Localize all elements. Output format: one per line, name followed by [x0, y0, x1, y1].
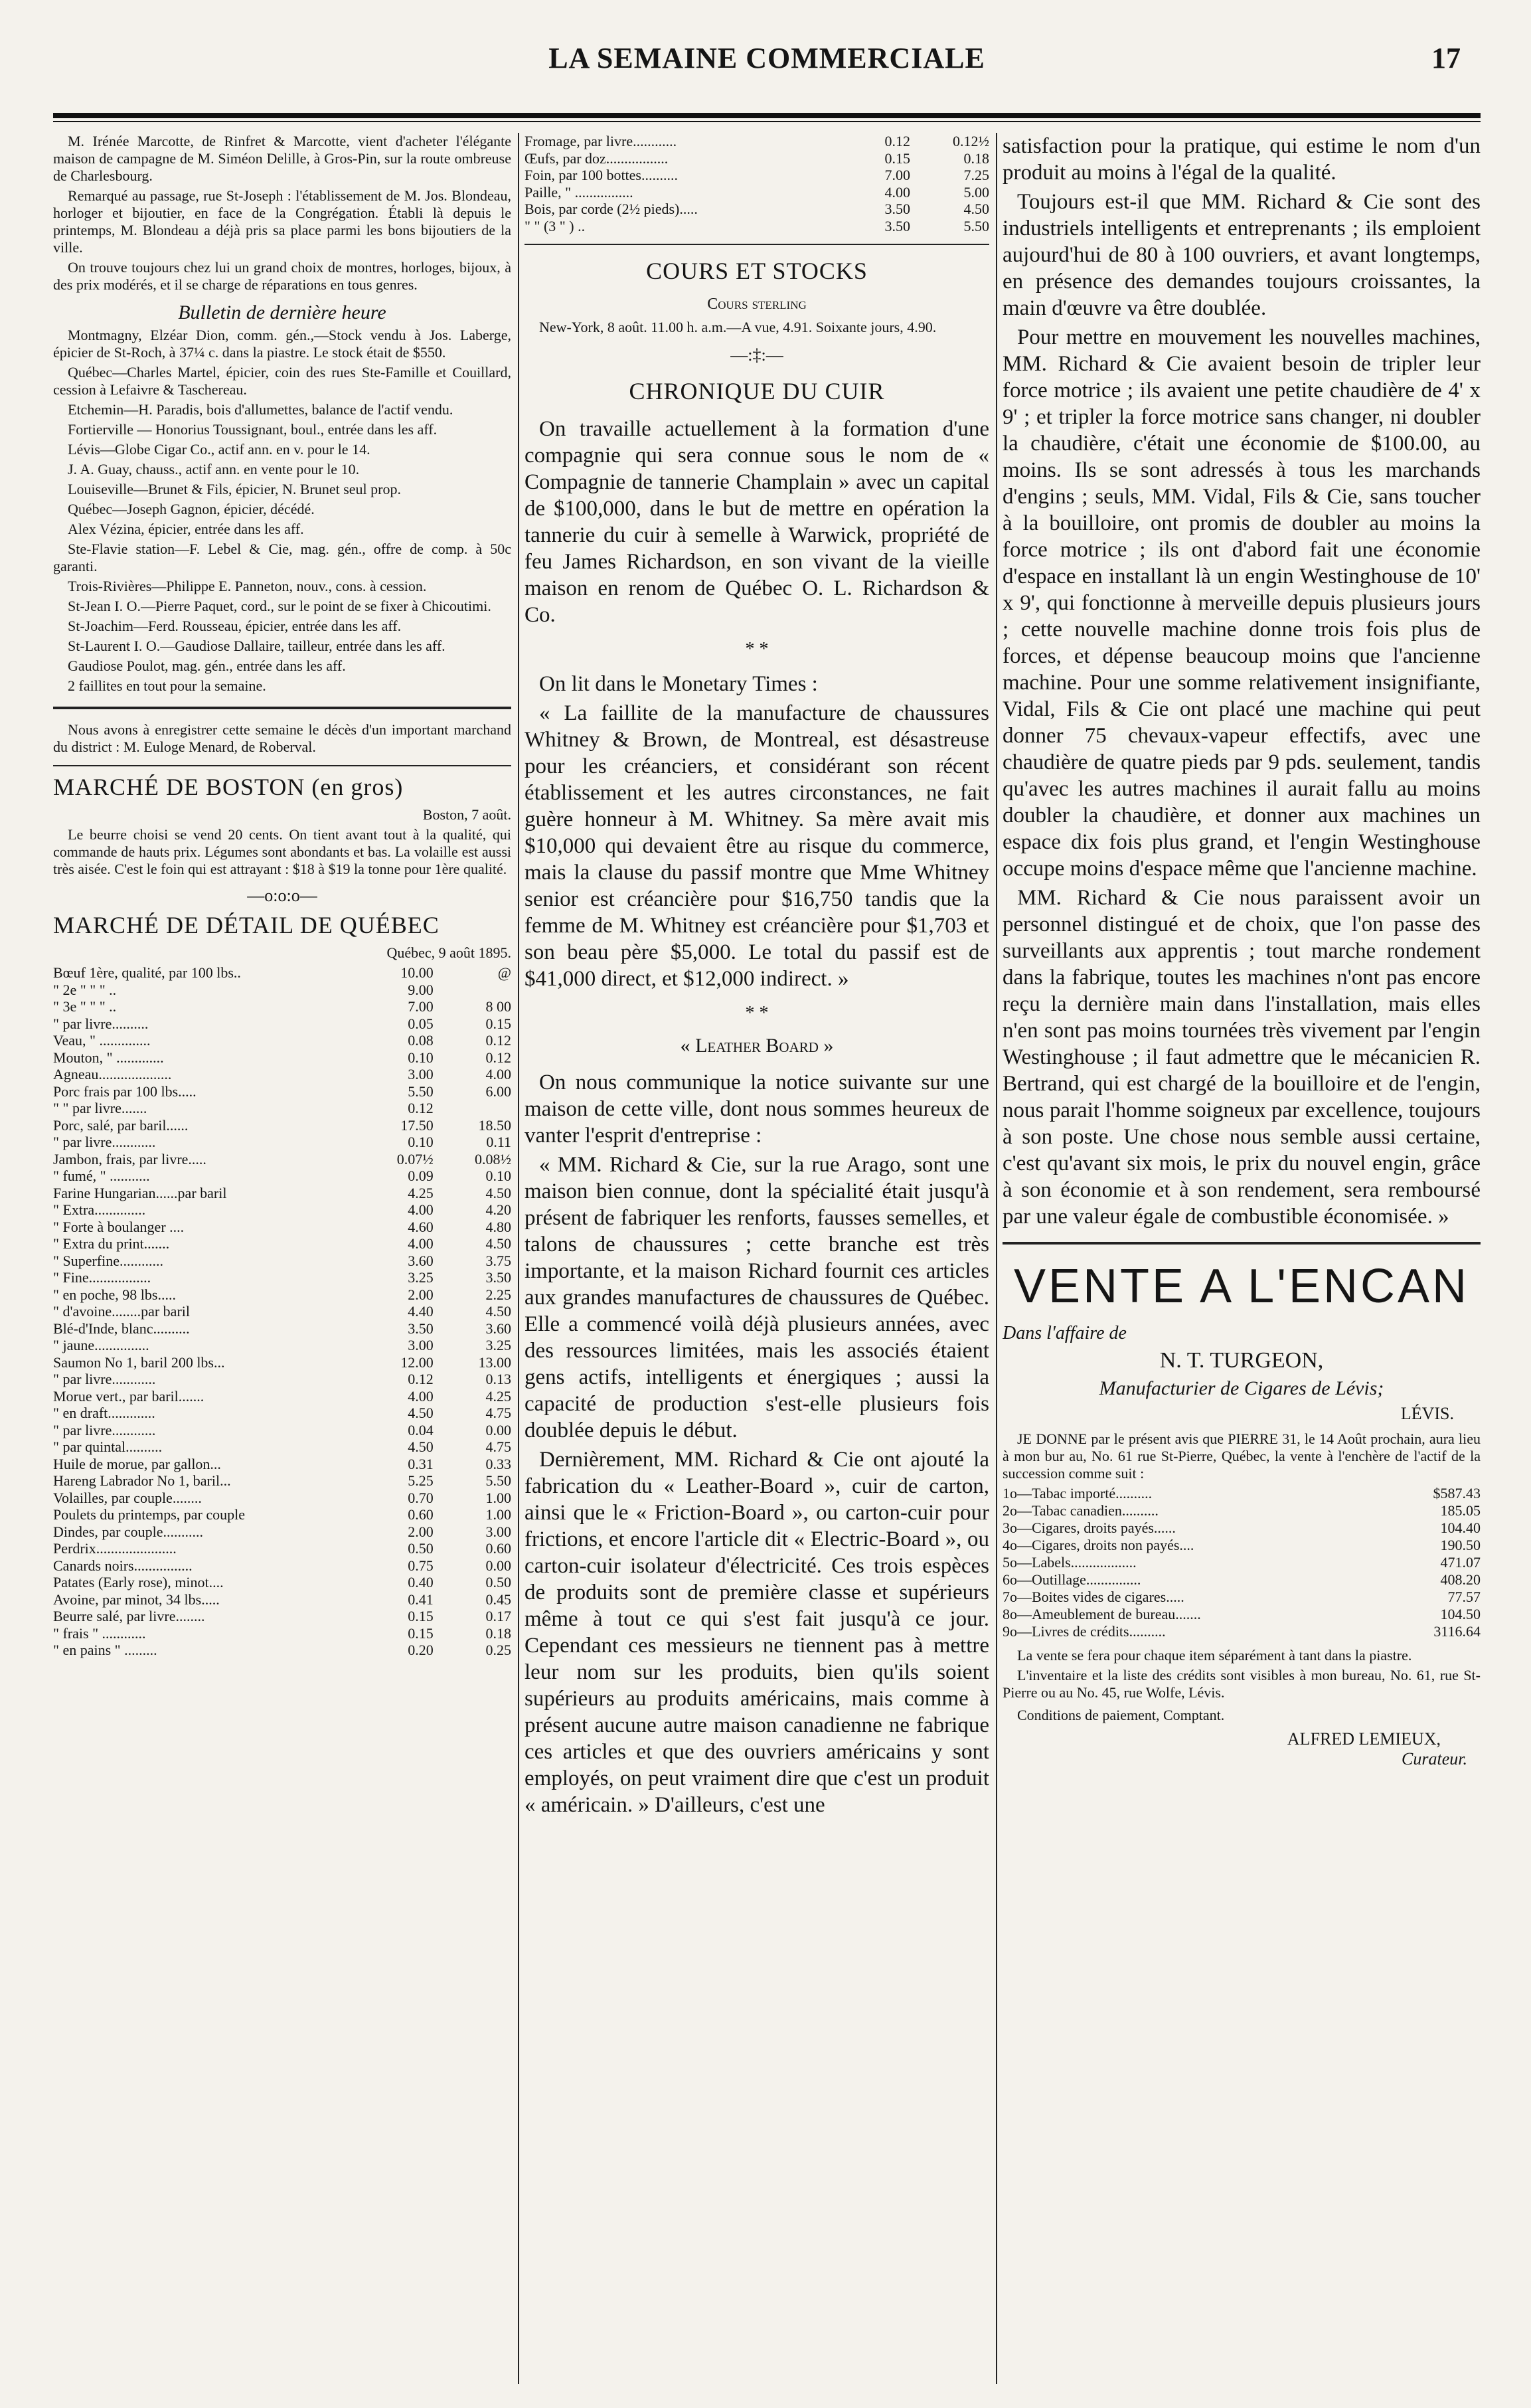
item-label: 3o—Cigares, droits payés...... [1003, 1519, 1176, 1536]
column-2 [524, 133, 989, 2384]
bulletin-list [53, 327, 511, 695]
price-row [53, 1151, 511, 1168]
bulletin-item: Alex Vézina, épicier, entrée dans les aff. [68, 521, 304, 537]
item-value: 0.50 [485, 1574, 511, 1591]
stars-separator: * * [745, 1003, 769, 1023]
price-row [53, 1371, 511, 1388]
quebec-price-table [53, 964, 511, 1659]
column-3 [1003, 133, 1481, 2384]
sterling-heading: Cours sterling [707, 296, 807, 313]
header-rule-thin [53, 121, 1481, 122]
item-value: 0.10 [408, 1134, 434, 1150]
price-row [53, 1117, 511, 1134]
item-value: 0.13 [485, 1371, 511, 1387]
item-label: " frais " ............ [53, 1624, 146, 1642]
item-value: 190.50 [1440, 1537, 1481, 1553]
item-label: Jambon, frais, par livre..... [53, 1150, 206, 1167]
bulletin-item: 2 faillites en tout pour la semaine. [68, 677, 266, 694]
vente-note: L'inventaire et la liste des crédits sont visibles à mon bureau, No. 61, rue St-Pierre ou au No. 45, rue Wolfe, Lévis. [1003, 1667, 1481, 1701]
price-row [1003, 1571, 1481, 1589]
price-row [53, 1252, 511, 1270]
vente-city: LÉVIS. [1400, 1404, 1454, 1423]
item-value: 0.40 [408, 1574, 434, 1591]
quebec-dateline: Québec, 9 août 1895. [386, 944, 511, 961]
price-row [53, 1049, 511, 1067]
price-row [53, 1100, 511, 1117]
item-value: 0.08 [408, 1032, 434, 1049]
item-label: " Forte à boulanger .... [53, 1218, 185, 1235]
item-value: 4.60 [408, 1218, 434, 1235]
item-value: 4.75 [485, 1438, 511, 1455]
bulletin-item: Lévis—Globe Cigar Co., actif ann. en v. pour le 14. [68, 441, 370, 458]
item-value: 0.45 [485, 1591, 511, 1608]
item-label: " en poche, 98 lbs..... [53, 1286, 176, 1303]
item-value: 4.00 [408, 1387, 434, 1405]
price-row [53, 1523, 511, 1541]
item-label: 4o—Cigares, droits non payés.... [1003, 1537, 1194, 1553]
price-row [53, 1167, 511, 1185]
price-row [53, 1540, 511, 1557]
news-paragraph: On trouve toujours chez lui un grand choix de montres, horloges, bijoux, à des prix modérés, et il se charge de réparations en tous genres. [53, 259, 511, 293]
item-value: 0.31 [408, 1455, 434, 1472]
item-label: Farine Hungarian......par baril [53, 1184, 227, 1201]
price-row [53, 1219, 511, 1236]
item-value: 3.50 [485, 1269, 511, 1286]
item-label: 5o—Labels.................. [1003, 1554, 1137, 1571]
item-value: 10.00 [400, 964, 434, 981]
item-value: 7.25 [963, 167, 989, 183]
price-row [53, 1388, 511, 1405]
bulletin-item: J. A. Guay, chauss., actif ann. en vente pour le 10. [68, 461, 360, 477]
price-row [53, 998, 511, 1015]
item-value: 3.75 [485, 1252, 511, 1269]
item-label: Bois, par corde (2½ pieds)..... [524, 201, 698, 217]
news-paragraph: Remarqué au passage, rue St-Joseph : l'établissement de M. Jos. Blondeau, horloger et bijoutier, en face de la Congrégation. Établi là depuis le printemps, M. Blondeau a déjà pris sa place parmi les bons bijoutiers de la ville. [53, 187, 511, 256]
item-value: 0.15 [485, 1015, 511, 1032]
item-label: Patates (Early rose), minot.... [53, 1574, 224, 1591]
ornament-divider: —:‡:— [730, 345, 783, 365]
price-row [1003, 1537, 1481, 1554]
newspaper-title: LA SEMAINE COMMERCIALE [548, 42, 985, 74]
item-value: 0.09 [408, 1167, 434, 1184]
vente-description: Manufacturier de Cigares de Lévis; [1099, 1377, 1384, 1399]
price-row [53, 1591, 511, 1608]
item-label: Fromage, par livre............ [524, 133, 677, 149]
item-value: 185.05 [1440, 1502, 1481, 1519]
item-label: Veau, " .............. [53, 1032, 151, 1049]
article-paragraph: satisfaction pour la pratique, qui estime le nom d'un produit au moins à l'égal de la qualité. [1003, 134, 1481, 185]
leather-paragraph: On nous communique la notice suivante sur une maison de cette ville, dont nous sommes heureux de vanter l'esprit d'entreprise : [524, 1071, 989, 1148]
item-label: Morue vert., par baril....... [53, 1387, 204, 1405]
news-paragraph: M. Irénée Marcotte, de Rinfret & Marcotte, vient d'acheter l'élégante maison de campagne de M. Siméon Delille, à Gros-Pin, sur la route ombreuse de Charlesbourg. [53, 133, 511, 184]
item-label: " par livre............ [53, 1371, 156, 1387]
item-value: $587.43 [1433, 1485, 1481, 1502]
item-value: 0.15 [408, 1608, 434, 1624]
item-label: Beurre salé, par livre........ [53, 1608, 205, 1624]
price-row [1003, 1502, 1481, 1519]
price-row [53, 1286, 511, 1304]
bulletin-item: Québec—Joseph Gagnon, épicier, décédé. [68, 501, 315, 517]
price-row [1003, 1623, 1481, 1640]
item-value: 4.50 [485, 1303, 511, 1320]
price-row [53, 1642, 511, 1659]
item-value: 3.50 [408, 1320, 434, 1337]
vente-encan-heading: VENTE A L'ENCAN [1014, 1260, 1469, 1313]
price-row [53, 1337, 511, 1354]
bulletin-item: St-Jean I. O.—Pierre Paquet, cord., sur le point de se fixer à Chicoutimi. [68, 598, 491, 614]
item-value: 17.50 [400, 1116, 434, 1134]
item-value: 3116.64 [1433, 1623, 1481, 1640]
item-value: 0.41 [408, 1591, 434, 1608]
item-label: Paille, " ................ [524, 183, 633, 201]
item-label: " 3e " " " .. [53, 998, 117, 1015]
item-value: 18.50 [478, 1116, 511, 1134]
price-row [53, 1438, 511, 1456]
column-1 [53, 133, 511, 2384]
price-row [524, 218, 989, 235]
price-row [524, 150, 989, 167]
item-value: 0.50 [408, 1540, 434, 1557]
item-value: 0.10 [485, 1167, 511, 1184]
price-row [53, 1201, 511, 1219]
item-label: 2o—Tabac canadien.......... [1003, 1502, 1159, 1519]
item-label: Blé-d'Inde, blanc.......... [53, 1320, 190, 1337]
boston-dateline: Boston, 7 août. [422, 806, 511, 823]
item-value: 0.05 [408, 1015, 434, 1032]
price-row [53, 1354, 511, 1371]
item-value: 1.00 [485, 1489, 511, 1506]
price-row [53, 1422, 511, 1439]
item-label: " par quintal.......... [53, 1438, 163, 1455]
item-value: 4.50 [485, 1235, 511, 1252]
item-value: 3.50 [884, 201, 910, 217]
price-row [53, 1303, 511, 1320]
item-value: 0.11 [486, 1134, 511, 1150]
bulletin-item: Etchemin—H. Paradis, bois d'allumettes, balance de l'actif vendu. [68, 401, 453, 418]
price-row [1003, 1589, 1481, 1606]
item-label: " par livre............ [53, 1134, 156, 1150]
item-value: 5.50 [963, 217, 989, 234]
item-value: 3.00 [408, 1066, 434, 1082]
item-value: 2.25 [485, 1286, 511, 1303]
item-value: 0.18 [485, 1624, 511, 1642]
price-row [524, 133, 989, 150]
item-label: 7o—Boites vides de cigares..... [1003, 1589, 1184, 1605]
monetary-intro: On lit dans le Monetary Times : [539, 672, 818, 696]
item-value: 408.20 [1440, 1571, 1481, 1588]
item-value: 0.12 [485, 1049, 511, 1066]
item-value: 12.00 [400, 1353, 434, 1371]
price-row [524, 184, 989, 201]
item-label: 6o—Outillage............... [1003, 1571, 1141, 1588]
item-value: @ [497, 964, 511, 981]
bulletin-item: Fortierville — Honorius Toussignant, boul., entrée dans les aff. [68, 421, 438, 438]
section-divider [1003, 1242, 1481, 1245]
section-divider [524, 244, 989, 245]
bulletin-item: Montmagny, Elzéar Dion, comm. gén.,—Stock vendu à Jos. Laberge, épicier de St-Roch, à 37¼ c. dans la piastre. Le stock était de $550. [53, 327, 511, 361]
article-paragraph: Toujours est-il que MM. Richard & Cie sont des industriels intelligents et entreprenants ; ils emploient aujourd'hui de 80 à 100 ouvriers, et avant longtemps, en présence des demandes toujours croissantes, la main d'œuvre va être doublée. [1003, 190, 1481, 320]
item-value: 4.50 [963, 201, 989, 217]
article-paragraph: Pour mettre en mouvement les nouvelles machines, MM. Richard & Cie avaient besoin de tripler leur force motrice ; ils avaient une petite chaudière de 4' x 9' ; et tripler la force motrice sans changer, ni doubler la chaudière, c'était une économie de $100.00, au moins. Ils se sont adressés à tous les marchands d'engins ; seuls, MM. Vidal, Fils & Cie, sans toucher à la bouilloire, ont promis de doubler au moins la force motrice ; ils ont d'abord fait une économie d'espace en installant là un engin Westinghouse de 10' x 9', qui fonctionne à merveille depuis plusieurs jours ; cette nouvelle machine donne trois fois plus de forces, et dépense beaucoup moins que l'ancienne machine. Pour une somme relativement insignifiante, Vidal, Fils & Cie ont placé une machine qui peut donner 75 chevaux-vapeur effectifs, avec une chaudière de quatre pieds par 9 pds. seulement, tandis qu'avec les autres machines il aurait fallu au moins doubler la chaudière, et donner aux machines un espace dix fois plus grand, et l'engin Westinghouse occupe moins d'espace même que l'ancienne machine. [1003, 325, 1481, 881]
price-row [53, 1066, 511, 1083]
price-row [53, 1557, 511, 1575]
item-value: 3.25 [408, 1269, 434, 1286]
quebec-market-heading: MARCHÉ DE DÉTAIL DE QUÉBEC [53, 912, 440, 938]
item-label: Canards noirs................ [53, 1557, 193, 1574]
item-value [434, 1100, 511, 1117]
item-value: 5.00 [963, 183, 989, 201]
price-row [1003, 1519, 1481, 1537]
item-value: 4.00 [485, 1066, 511, 1082]
price-row [53, 1032, 511, 1049]
stars-separator: * * [745, 639, 769, 659]
item-value: 0.60 [408, 1506, 434, 1523]
item-label: Perdrix...................... [53, 1540, 177, 1557]
item-value: 471.07 [1440, 1554, 1481, 1571]
price-row [53, 1506, 511, 1523]
vente-name: N. T. TURGEON, [1159, 1348, 1324, 1373]
item-label: Bœuf 1ère, qualité, par 100 lbs.. [53, 964, 241, 981]
item-value: 4.00 [408, 1235, 434, 1252]
item-label: Saumon No 1, baril 200 lbs... [53, 1353, 225, 1371]
item-value: 0.12 [884, 133, 910, 149]
item-value: 0.17 [485, 1608, 511, 1624]
section-divider [53, 765, 511, 766]
price-row [1003, 1606, 1481, 1623]
item-value: 7.00 [408, 998, 434, 1015]
bulletin-item: Québec—Charles Martel, épicier, coin des rues Ste-Famille et Couillard, cession à Lefaivre & Taschereau. [53, 364, 511, 398]
price-row [53, 1405, 511, 1422]
item-label: Dindes, par couple........... [53, 1523, 204, 1540]
item-value: 4.50 [485, 1184, 511, 1201]
item-value: 5.50 [485, 1472, 511, 1489]
page-number: 17 [1431, 42, 1461, 74]
vente-role: Curateur. [1402, 1749, 1467, 1768]
item-label: " 2e " " " .. [53, 981, 117, 998]
item-value: 0.12 [485, 1032, 511, 1049]
bulletin-item: Louiseville—Brunet & Fils, épicier, N. Brunet seul prop. [68, 481, 401, 497]
item-value [434, 982, 511, 999]
item-label: Porc, salé, par baril...... [53, 1116, 189, 1134]
cuir-paragraph: On travaille actuellement à la formation d'une compagnie qui sera connue sous le nom de « Compagnie de tannerie Champlain » avec un capital de $100,000, dans le but de mettre en opération la tannerie du cuir à semelle à Warwick, propriété de feu James Richardson, en son vivant de la vieille maison en renom de Québec O. L. Richardson & Co. [524, 417, 989, 627]
item-value: 5.25 [408, 1472, 434, 1489]
item-value: 0.20 [408, 1642, 434, 1658]
price-row [53, 1185, 511, 1202]
item-value: 9.00 [408, 981, 434, 998]
item-value: 4.50 [408, 1438, 434, 1455]
vente-text: JE DONNE par le présent avis que PIERRE 31, le 14 Août prochain, aura lieu à mon bur au, No. 61 rue St-Pierre, Québec, la vente à l'enchère de l'actif de la succession comme suit : [1003, 1430, 1481, 1482]
leather-board-heading: « Leather Board » [680, 1035, 834, 1057]
item-value: 104.40 [1440, 1519, 1481, 1536]
item-label: Porc frais par 100 lbs..... [53, 1082, 197, 1100]
item-label: Agneau.................... [53, 1066, 172, 1082]
item-label: " " (3 " ) .. [524, 217, 586, 234]
bulletin-item: Ste-Flavie station—F. Lebel & Cie, mag. gén., offre de comp. à 50c garanti. [53, 541, 511, 574]
item-label: " Fine................. [53, 1269, 151, 1286]
item-label: 1o—Tabac importé.......... [1003, 1485, 1153, 1502]
item-value: 0.12½ [953, 133, 989, 149]
vente-subtitle: Dans l'affaire de [1003, 1323, 1127, 1343]
item-value: 0.25 [485, 1642, 511, 1658]
item-label: Mouton, " ............. [53, 1049, 164, 1066]
bulletin-item: Gaudiose Poulot, mag. gén., entrée dans les aff. [68, 657, 346, 674]
boston-market-text: Le beurre choisi se vend 20 cents. On tient avant tout à la qualité, qui commande de hauts prix. Légumes sont abondants et bas. La volaille est aussi très aisée. C'est le foin qui est attrayant : $18 à $19 la tonne pour 1ère qualité. [53, 826, 511, 877]
price-row [524, 201, 989, 218]
item-value: 4.80 [485, 1218, 511, 1235]
item-value: 4.00 [884, 183, 910, 201]
chronique-cuir-heading: CHRONIQUE DU CUIR [629, 378, 885, 404]
item-label: " en draft............. [53, 1405, 155, 1421]
price-row [1003, 1485, 1481, 1502]
price-row [53, 1472, 511, 1490]
item-value: 0.75 [408, 1557, 434, 1574]
bulletin-heading: Bulletin de dernière heure [178, 301, 386, 323]
item-value: 0.70 [408, 1489, 434, 1506]
item-value: 0.10 [408, 1049, 434, 1066]
item-value: 5.50 [408, 1082, 434, 1100]
item-value: 0.04 [408, 1421, 434, 1438]
leather-paragraph: « MM. Richard & Cie, sur la rue Arago, sont une maison bien connue, dont la spécialité était jusqu'à présent de fabriquer les renforts, fausses semelles, et talons de chaussures ; cette branche est très importante, et la maison Richard fournit ces articles aux grandes manufactures de chaussures de Québec. Elle a commencé voilà déjà plusieurs années, avec des ressources limitées, mais les associés étaient gens actifs, intelligents et énergiques ; aussi la capacité de production s'est-elle plusieurs fois doublée depuis le début. [524, 1153, 989, 1442]
item-value: 4.75 [485, 1405, 511, 1421]
item-value: 2.00 [408, 1286, 434, 1303]
price-row [524, 167, 989, 184]
item-value: 0.12 [408, 1371, 434, 1387]
item-label: " fumé, " ........... [53, 1167, 150, 1184]
price-row [53, 1235, 511, 1252]
price-row [1003, 1554, 1481, 1571]
item-value: 3.25 [485, 1337, 511, 1353]
item-label: Avoine, par minot, 34 lbs..... [53, 1591, 220, 1608]
page-header [53, 29, 1481, 96]
item-label: " jaune............... [53, 1337, 149, 1353]
vente-note: La vente se fera pour chaque item séparément à tant dans la piastre. [1017, 1647, 1412, 1664]
item-value: 4.40 [408, 1303, 434, 1320]
bulletin-item: Trois-Rivières—Philippe E. Panneton, nouv., cons. à cession. [68, 578, 427, 594]
inventory-table [1003, 1485, 1481, 1640]
price-table-continued [524, 133, 989, 234]
item-value: 3.00 [485, 1523, 511, 1540]
bulletin-item: St-Joachim—Ferd. Rousseau, épicier, entrée dans les aff. [68, 618, 402, 634]
vente-signature: ALFRED LEMIEUX, [1287, 1729, 1441, 1749]
item-value: 0.15 [408, 1624, 434, 1642]
price-row [53, 1625, 511, 1642]
item-value: 0.07½ [396, 1150, 434, 1167]
item-value: 77.57 [1447, 1589, 1481, 1605]
item-label: " par livre............ [53, 1421, 156, 1438]
price-row [53, 1456, 511, 1473]
boston-market-heading: MARCHÉ DE BOSTON (en gros) [53, 774, 404, 800]
item-value: 4.25 [408, 1184, 434, 1201]
item-value: 4.20 [485, 1201, 511, 1218]
column-divider-1 [518, 133, 519, 2384]
article-paragraph: MM. Richard & Cie nous paraissent avoir un personnel distingué et de choix, que l'on passe des surveillants aux apprentis ; tout marche rondement dans la fabrique, toutes les machines n'ont pas encore reçu la dernière main dans l'installation, mais elles n'en sont pas moins tournées très vivement par l'engin Westinghouse ; il faut admettre que le mécanicien R. Bertrand, qui est chargé de la bouilloire et de l'engin, nous parait l'homme soigneux par excellence, toujours à son poste. Une chose nous semble aussi certaine, c'est qu'avant six mois, le prix du nouvel engin, grâce à son économie et à son rendement, sera remboursé par une valeur égale de combustible économisée. » [1003, 886, 1481, 1229]
item-label: " Superfine............ [53, 1252, 164, 1269]
monetary-quote: « La faillite de la manufacture de chaussures Whitney & Brown, de Montreal, est désastreuse pour les créanciers, et considérant son récent établissement et les autres circonstances, ne fait guère honneur à M. Whitney. Sa mère avait mis $10,000 qui devaient être au risque du commerce, mais la clause du passif montre que Mme Whitney senior est créancière pour $16,750 tandis que la femme de M. Whitney est créancière pour $1,703 et son beau père $5,000. Le total du passif est de $41,000 direct, et $12,000 indirect. » [524, 701, 989, 991]
price-row [53, 1269, 511, 1286]
column-divider-2 [996, 133, 997, 2384]
item-value: 104.50 [1440, 1606, 1481, 1622]
item-label: Poulets du printemps, par couple [53, 1506, 246, 1523]
price-row [53, 1608, 511, 1625]
section-divider [53, 707, 511, 709]
item-value: 0.60 [485, 1540, 511, 1557]
item-label: 8o—Ameublement de bureau....... [1003, 1606, 1201, 1622]
item-label: Volailles, par couple........ [53, 1489, 202, 1506]
price-row [53, 1574, 511, 1591]
item-value: 2.00 [408, 1523, 434, 1540]
item-value: 0.00 [485, 1557, 511, 1574]
leather-paragraph: Dernièrement, MM. Richard & Cie ont ajouté la fabrication du « Leather-Board », cuir de carton, ainsi que le « Friction-Board », ou carton-cuir pour frictions, et encore l'article dit « Electric-Board », ou carton-cuir isolateur d'électricité. Ces trois espèces de produits sont de première classe et supérieurs même à tout ce qui s'est fait jusqu'à ce jour. Cependant ces messieurs ne tiennent pas à mettre leur nom sur les produits, bien qu'ils soient supérieurs au produits américains, mais comme à présent aucune autre maison canadienne ne fabrique ces articles et que des ouvriers américains y sont employés, on peut vraiment dire que c'est un produit « américain. » D'ailleurs, c'est une [524, 1448, 989, 1817]
item-label: Huile de morue, par gallon... [53, 1455, 221, 1472]
price-row [53, 1490, 511, 1507]
item-value: 3.50 [884, 217, 910, 234]
item-value: 4.25 [485, 1387, 511, 1405]
bulletin-item: St-Laurent I. O.—Gaudiose Dallaire, tailleur, entrée dans les aff. [68, 638, 445, 654]
item-label: " Extra.............. [53, 1201, 146, 1218]
item-label: Hareng Labrador No 1, baril... [53, 1472, 231, 1489]
item-value: 3.60 [408, 1252, 434, 1269]
item-value: 7.00 [884, 167, 910, 183]
item-value: 1.00 [485, 1506, 511, 1523]
item-value: 3.60 [485, 1320, 511, 1337]
item-value: 6.00 [485, 1082, 511, 1100]
ornament-divider: —o:o:o— [247, 886, 317, 905]
header-rule-thick [53, 113, 1481, 118]
item-label: " Extra du print....... [53, 1235, 170, 1252]
item-value: 4.00 [408, 1201, 434, 1218]
item-value: 0.12 [408, 1100, 434, 1116]
obituary-note: Nous avons à enregistrer cette semaine le décès d'un important marchand du district : M. Euloge Menard, de Roberval. [53, 721, 511, 755]
item-label: " par livre.......... [53, 1015, 149, 1032]
item-label: Œufs, par doz................. [524, 149, 669, 167]
item-value: 8 00 [485, 998, 511, 1015]
item-label: " " par livre....... [53, 1100, 147, 1116]
sterling-text: New-York, 8 août. 11.00 h. a.m.—A vue, 4.91. Soixante jours, 4.90. [539, 319, 937, 335]
item-value: 0.18 [963, 149, 989, 167]
cours-stocks-heading: COURS ET STOCKS [646, 258, 868, 284]
item-value: 0.15 [884, 149, 910, 167]
item-label: " en pains " ......... [53, 1642, 157, 1658]
item-value: 0.00 [485, 1421, 511, 1438]
item-label: " d'avoine........par baril [53, 1303, 190, 1320]
item-label: Foin, par 100 bottes.......... [524, 167, 678, 183]
item-value: 3.00 [408, 1337, 434, 1353]
item-value: 0.08½ [475, 1150, 511, 1167]
item-value: 0.33 [485, 1455, 511, 1472]
price-row [53, 982, 511, 999]
price-row [53, 1134, 511, 1151]
price-row [53, 1320, 511, 1337]
item-value: 13.00 [478, 1353, 511, 1371]
price-row [53, 1083, 511, 1100]
price-row [53, 1015, 511, 1033]
price-row [53, 964, 511, 982]
item-label: 9o—Livres de crédits.......... [1003, 1623, 1166, 1640]
item-value: 4.50 [408, 1405, 434, 1421]
vente-conditions: Conditions de paiement, Comptant. [1017, 1707, 1225, 1723]
